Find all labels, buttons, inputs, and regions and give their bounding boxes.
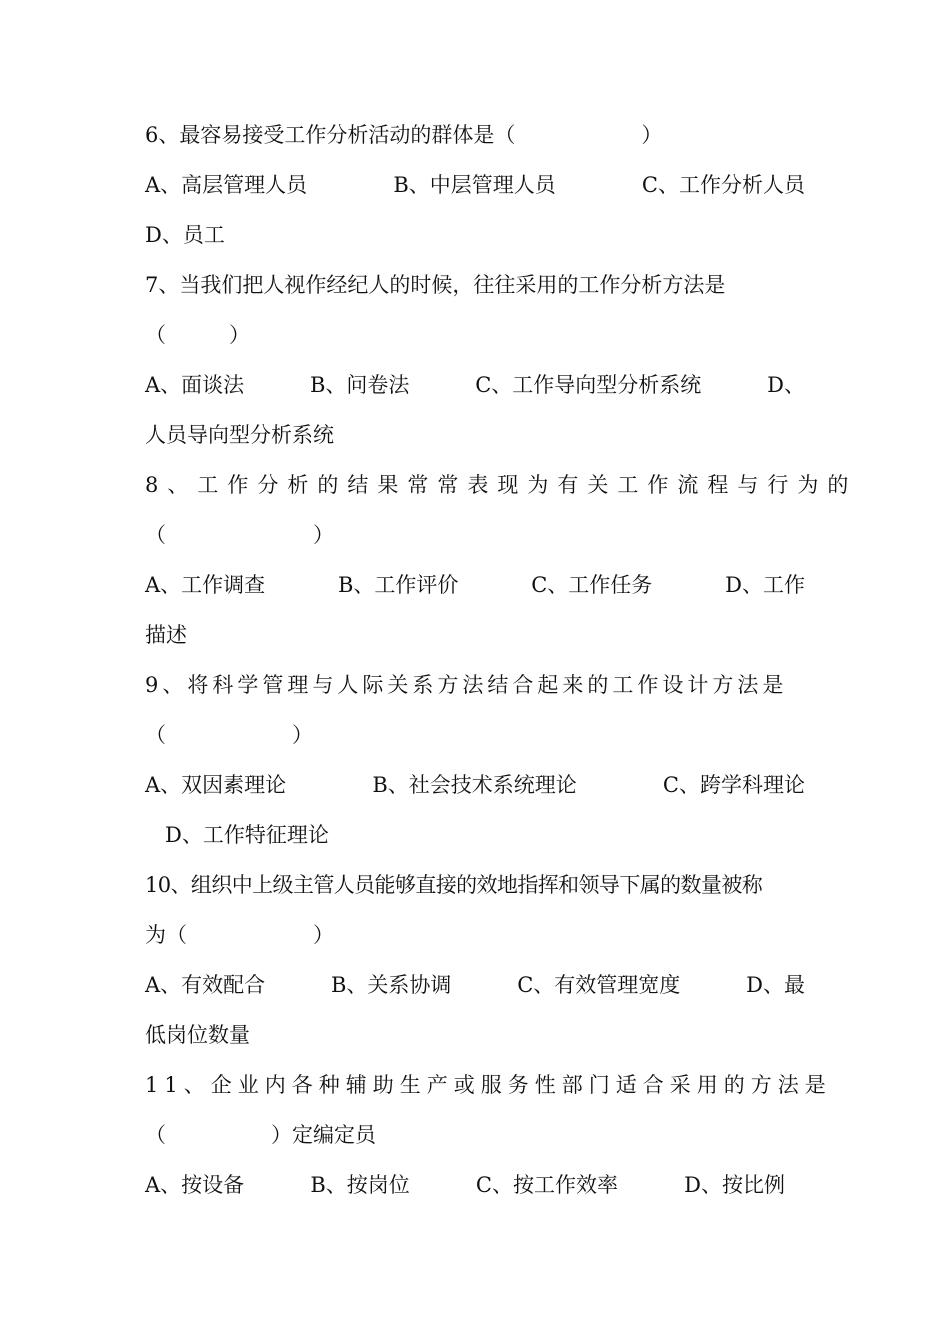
option-c: C、有效管理宽度 — [517, 973, 681, 997]
option-b: B、中层管理人员 — [393, 173, 556, 197]
question-6-options-row-2: D、员工 — [145, 223, 225, 247]
option-c: C、工作分析人员 — [641, 173, 805, 197]
option-a: A、有效配合 — [145, 973, 266, 997]
option-c: C、跨学科理论 — [662, 773, 805, 797]
option-a: A、高层管理人员 — [145, 173, 308, 197]
question-6-stem: 6、最容易接受工作分析活动的群体是（ ） — [145, 123, 663, 147]
question-9-options-row-2: D、工作特征理论 — [165, 823, 329, 847]
option-d: D、按比例 — [684, 1173, 785, 1197]
question-6-options-row-1 — [145, 170, 805, 200]
option-a: A、双因素理论 — [145, 773, 287, 797]
option-c: C、工作导向型分析系统 — [475, 373, 702, 397]
option-d: D、 — [767, 373, 805, 397]
option-a: A、面谈法 — [145, 373, 245, 397]
question-7-blank: （ ） — [145, 323, 250, 347]
question-10-blank: 为（ ） — [145, 923, 334, 947]
question-11-options-row-1 — [145, 1170, 785, 1200]
question-7-options-row-1 — [145, 370, 805, 400]
option-b: B、工作评价 — [337, 573, 459, 597]
option-b: B、问卷法 — [309, 373, 410, 397]
question-8-blank: （ ） — [145, 523, 334, 547]
option-b: B、关系协调 — [330, 973, 452, 997]
question-8-stem: 8、工作分析的结果常常表现为有关工作流程与行为的 — [145, 473, 858, 497]
question-10-options-row-2: 低岗位数量 — [145, 1023, 250, 1047]
question-9-stem: 9、将科学管理与人际关系方法结合起来的工作设计方法是 — [145, 673, 788, 697]
option-d: D、最 — [746, 973, 805, 997]
question-11-stem: 11、企业内各种辅助生产或服务性部门适合采用的方法是 — [145, 1073, 832, 1097]
option-a: A、按设备 — [145, 1173, 245, 1197]
option-c: C、工作任务 — [531, 573, 653, 597]
question-7-stem — [145, 270, 805, 300]
option-c: C、按工作效率 — [475, 1173, 618, 1197]
question-7-options-row-2: 人员导向型分析系统 — [145, 423, 334, 447]
option-a: A、工作调查 — [145, 573, 266, 597]
question-9-blank: （ ） — [145, 723, 313, 747]
option-b: B、按岗位 — [310, 1173, 410, 1197]
question-11-blank: （ ）定编定员 — [145, 1123, 376, 1147]
question-7-stem-text: 7、当我们把人视作经纪人的时候，往往采用的工作分析方法是 — [145, 273, 726, 297]
question-9-options-row-1 — [145, 770, 805, 800]
question-8-options-row-1 — [145, 570, 805, 600]
question-8-options-row-2: 描述 — [145, 623, 187, 647]
question-10-stem: 10、组织中上级主管人员能够直接的效地指挥和领导下属的数量被称 — [145, 873, 763, 897]
question-10-options-row-1 — [145, 970, 805, 1000]
option-d: D、工作 — [725, 573, 805, 597]
option-b: B、社会技术系统理论 — [372, 773, 577, 797]
